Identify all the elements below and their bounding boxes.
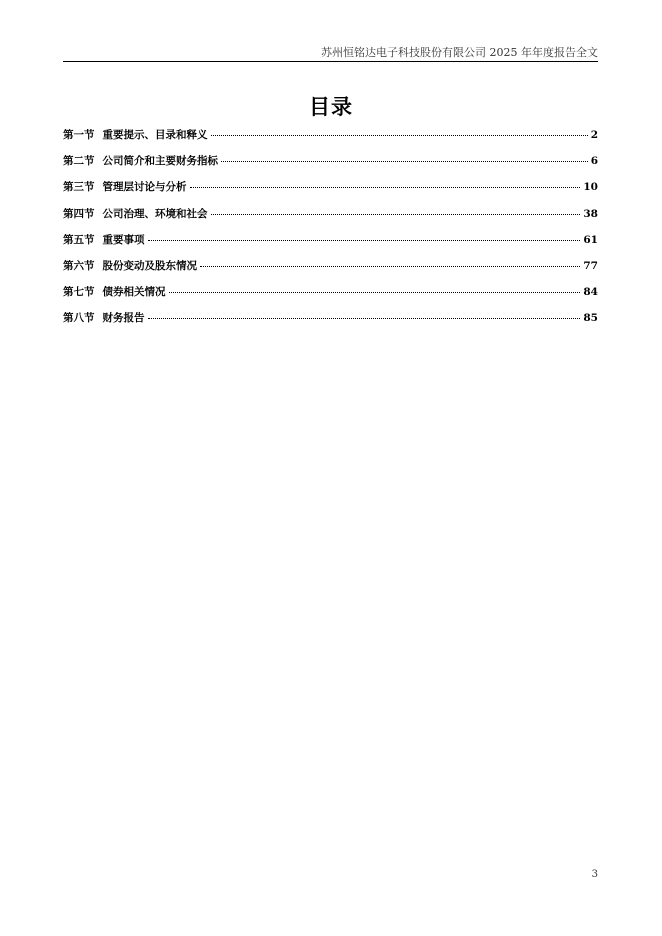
toc-section-title: 股份变动及股东情况 <box>102 259 197 272</box>
toc-page-number: 6 <box>590 155 598 168</box>
toc-section-number: 第一节 <box>63 129 95 141</box>
header-rule <box>63 61 598 62</box>
toc-section-title: 债券相关情况 <box>102 286 166 299</box>
toc-section-title: 重要提示、目录和释义 <box>102 129 208 141</box>
toc-page-number: 61 <box>583 233 598 246</box>
toc-page-number: 2 <box>590 129 598 141</box>
toc-page-number: 84 <box>583 286 598 299</box>
page-title: 目录 <box>309 95 353 119</box>
page-number: 3 <box>591 869 598 880</box>
toc-section-number: 第二节 <box>63 155 95 168</box>
toc-section-title: 财务报告 <box>102 312 145 325</box>
toc-page-number: 77 <box>583 259 598 272</box>
toc-dot-leader <box>211 214 581 215</box>
toc-entry-5[interactable] <box>63 232 598 258</box>
toc-section-number: 第三节 <box>63 181 95 194</box>
toc-entry-6[interactable] <box>63 258 598 284</box>
toc-page-number: 10 <box>583 181 598 194</box>
toc-section-number: 第六节 <box>63 259 95 272</box>
toc-section-number: 第五节 <box>63 233 95 246</box>
toc-dot-leader <box>200 266 580 267</box>
toc-section-number: 第四节 <box>63 207 95 220</box>
toc-dot-leader <box>221 161 588 162</box>
toc-entry-8[interactable] <box>63 310 598 336</box>
toc-section-number: 第七节 <box>63 286 95 299</box>
toc-entry-2[interactable] <box>63 153 598 179</box>
toc-entry-1[interactable] <box>63 127 598 153</box>
toc-section-title: 公司治理、环境和社会 <box>102 207 208 220</box>
toc-entry-4[interactable] <box>63 206 598 232</box>
toc-section-title: 公司简介和主要财务指标 <box>102 155 218 168</box>
toc-dot-leader <box>169 292 581 293</box>
toc-page-number: 38 <box>583 207 598 220</box>
toc-entry-3[interactable] <box>63 179 598 205</box>
toc-dot-leader <box>211 135 588 136</box>
toc-entry-7[interactable] <box>63 284 598 310</box>
running-header: 苏州恒铭达电子科技股份有限公司 2025 年年度报告全文 <box>321 46 598 59</box>
toc-section-title: 重要事项 <box>102 233 145 246</box>
toc-page-number: 85 <box>583 312 598 325</box>
toc-section-title: 管理层讨论与分析 <box>102 181 187 194</box>
toc-dot-leader <box>148 240 581 241</box>
toc-dot-leader <box>190 187 581 188</box>
toc-dot-leader <box>148 318 581 319</box>
toc-section-number: 第八节 <box>63 312 95 325</box>
table-of-contents <box>63 124 598 337</box>
